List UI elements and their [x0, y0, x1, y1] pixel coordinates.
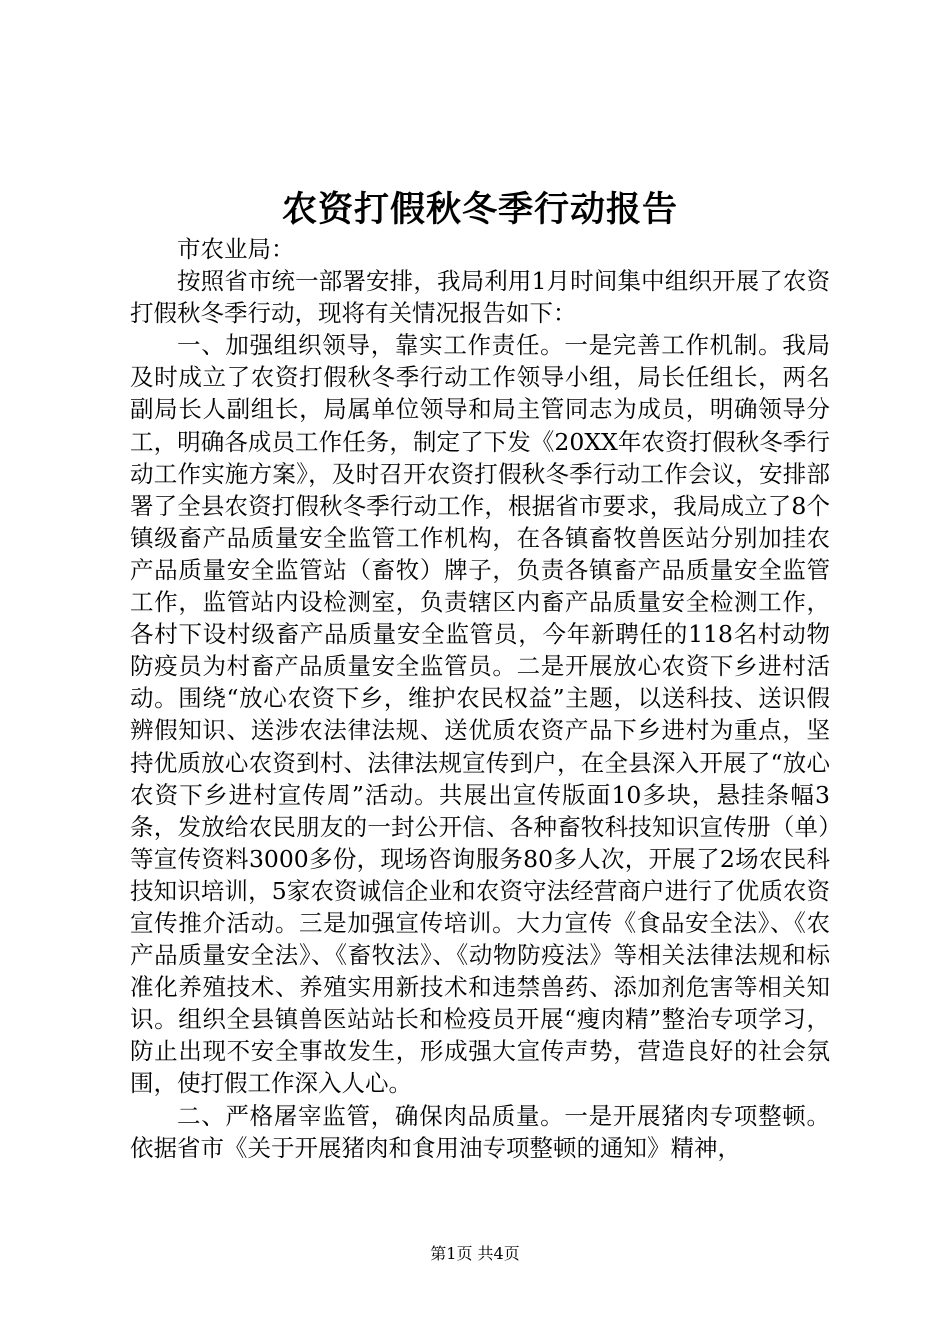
paragraph-intro: 按照省市统一部署安排，我局利用1月时间集中组织开展了农资打假秋冬季行动，现将有关情况报告如下： — [130, 267, 830, 328]
paragraph-section-one: 一、加强组织领导，靠实工作责任。一是完善工作机制。我局及时成立了农资打假秋冬季行动工作领导小组，局长任组长，两名副局长人副组长，局属单位领导和局主管同志为成员，明确领导分工，明确各成员工作任务，制定了下发《20XX年农资打假秋冬季行动工作实施方案》，及时召开农资打假秋冬季行动工作会议，安排部署了全县农资打假秋冬季行动工作，根据省市要求，我局成立了8个镇级畜产品质量安全监管工作机构，在各镇畜牧兽医站分别加挂农产品质量安全监管站（畜牧）牌子，负责各镇畜产品质量安全监管工作，监管站内设检测室，负责辖区内畜产品质量安全检测工作，各村下设村级畜产品质量安全监管员，今年新聘任的118名村动物防疫员为村畜产品质量安全监管员。二是开展放心农资下乡进村活动。围绕“放心农资下乡，维护农民权益”主题，以送科技、送识假辨假知识、送涉农法律法规、送优质农资产品下乡进村为重点，坚持优质放心农资到村、法律法规宣传到户，在全县深入开展了“放心农资下乡进村宣传周”活动。共展出宣传版面10多块，悬挂条幅3条，发放给农民朋友的一封公开信、各种畜牧科技知识宣传册（单）等宣传资料3000多份，现场咨询服务80多人次，开展了2场农民科技知识培训，5家农资诚信企业和农资守法经营商户进行了优质农资宣传推介活动。三是加强宣传培训。大力宣传《食品安全法》、《农产品质量安全法》、《畜牧法》、《动物防疫法》等相关法律法规和标准化养殖技术、养殖实用新技术和违禁兽药、添加剂危害等相关知识。组织全县镇兽医站站长和检疫员开展“瘦肉精”整治专项学习，防止出现不安全事故发生，形成强大宣传声势，营造良好的社会氛围，使打假工作深入人心。 — [130, 331, 830, 1098]
salutation: 市农业局： — [177, 235, 295, 263]
document-body — [130, 233, 830, 1164]
document-title: 农资打假秋冬季行动报告 — [281, 189, 678, 230]
paragraph-section-two: 二、严格屠宰监管，确保肉品质量。一是开展猪肉专项整顿。依据省市《关于开展猪肉和食用油专项整顿的通知》精神， — [130, 1101, 830, 1162]
page-number-footer: 第1页 共4页 — [430, 1244, 520, 1263]
